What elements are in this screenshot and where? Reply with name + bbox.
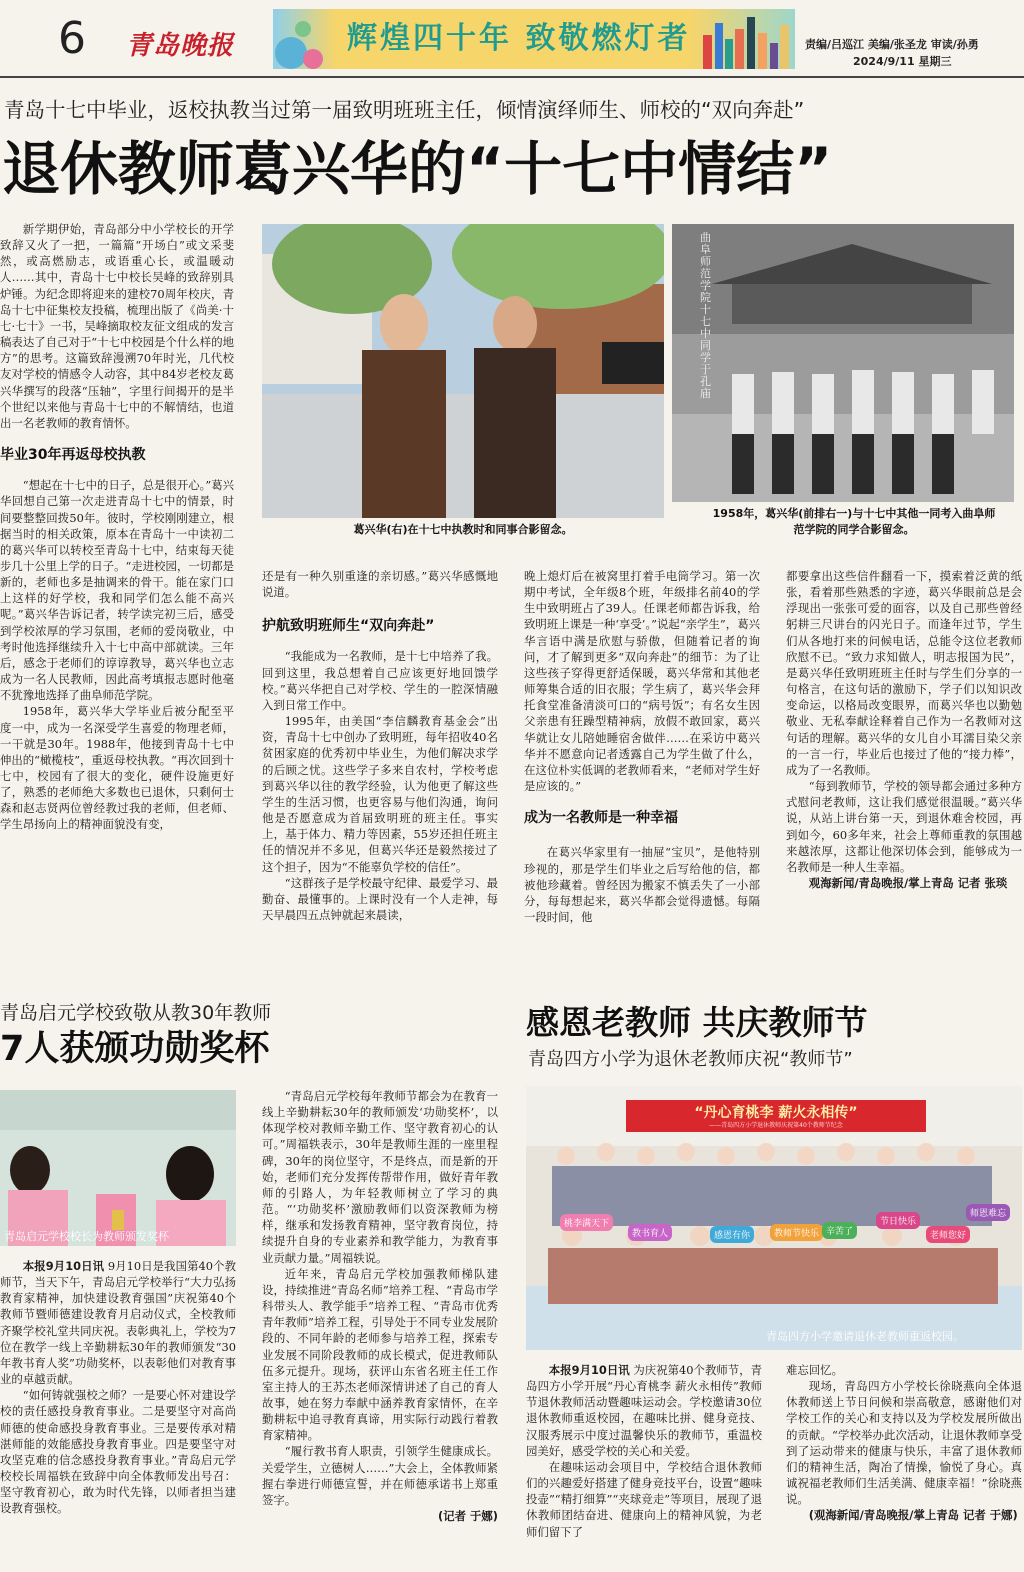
story2-col1 [0, 1258, 236, 1572]
sign-6: 老师您好 [926, 1226, 970, 1243]
story2-kicker: 青岛启元学校致敬从教30年教师 [0, 1002, 272, 1024]
sign-2: 感恩有你 [710, 1226, 754, 1243]
sign-1: 教书育人 [628, 1224, 672, 1241]
sign-3: 教师节快乐 [770, 1224, 823, 1241]
photo-teachers-image [262, 224, 664, 518]
paragraph: 新学期伊始，青岛部分中小学校长的开学致辞又火了一把，一篇篇“开场白”或文采斐然，或高燃励志，或语重心长，或温暖动人……其中，青岛十七中校长吴峰的致辞别具炉锤。为纪念即将迎来的建校70周年校庆，青岛十七中征集校友投稿，梳理出版了《尚美·十七·七十》一书，吴峰摘取校友征文组成的发言稿表达了自己对于“十七中校园是个什么样的地方”的思考。这篇致辞漫溯70年时光，几代校友对学校的情感令人动容，其中84岁老校友葛兴华撰写的段落“压轴”，字里行间揭开的是半个世纪以来他与青岛十七中的不解情结，也道出一名老教师的教育情怀。 [0, 222, 234, 430]
byline: 观海新闻/青岛晚报/掌上青岛 记者 张琰 [808, 875, 1008, 890]
photo-banner-slogan: “丹心育桃李 薪火永相传” [694, 1105, 858, 1121]
paragraph: “我能成为一名教师，是十七中培养了我。回到这里，我总想着自己应该更好地回馈学校。”葛兴华把自己对学校、学生的一腔深情融入到日常工作中。 [262, 649, 498, 712]
paragraph: 都要拿出这些信件翻看一下，摸索着泛黄的纸张，看着那些熟悉的字迹，葛兴华眼前总是会浮现出一张张可爱的面容，以及自己那些曾经躬耕三尺讲台的闪光日子。而逢年过节，学生们从各地打来的问候电话，总能令这位老教师欣慰不已。“致力求知做人，明志报国为民”，是葛兴华任致明班班主任时与学生们分享的一句格言，在这句话的激励下，学子们以知识改变命运，以格局改变眼界，而葛兴华也以勤勉敬业、无私奉献诠释着自己作为一名教师对这句话的理解。葛兴华的女儿自小耳濡目染父亲的一言一行，毕业后也接过了他的“接力棒”，成为了一名教师。 [786, 569, 1022, 777]
story1-headline: 退休教师葛兴华的“十七中情结” [2, 135, 833, 203]
dateline: 本报9月10日讯 [548, 1363, 630, 1377]
paragraph: “履行教书育人职责，引领学生健康成长。关爱学生，立德树人……”大会上，全体教师紧握右拳进行师德宣誓，并在师德承诺书上郑重签字。 [262, 1444, 498, 1507]
story1-col1 [0, 221, 234, 981]
photo-1958-group [672, 224, 1014, 502]
photo-award-ceremony-image [0, 1090, 236, 1246]
page-number: 6 [58, 13, 86, 64]
paragraph: 现场，青岛四方小学校长徐晓燕向全体退休教师送上节日问候和崇高敬意，感谢他们对学校工作的关心和支持以及为学校发展所做出的贡献。“学校举办此次活动，让退休教师享受到了运动带来的健康与快乐，丰富了退休教师们的精神生活，陶冶了情操，愉悦了身心。真诚祝福老教师们生活美满、健康幸福！”徐晓燕说。 [786, 1379, 1022, 1507]
paragraph [0, 1258, 236, 1387]
editors: 责编/吕巡江 美编/张圣龙 审读/孙勇 [805, 38, 979, 51]
story1-col4 [786, 568, 1022, 984]
photo-1958-group-image [672, 224, 1014, 502]
subheading: 护航致明班师生“双向奔赴” [262, 618, 435, 635]
paragraph: “这群孩子是学校最守纪律、最爱学习、最勤奋、最懂事的。上课时没有一个人走神，每天早晨四五点钟就起来晨读， [262, 875, 498, 922]
subheading: 毕业30年再返母校执教 [0, 447, 146, 464]
story1-kicker: 青岛十七中毕业，返校执教当过第一届致明班班主任，倾情演绎师生、师校的“双向奔赴” [4, 98, 805, 122]
photo-1958-inscription: 曲阜师范学院十七中同学于孔庙 [700, 231, 711, 400]
byline: (记者 于娜) [438, 1509, 498, 1524]
paragraph [526, 1362, 762, 1459]
photo-retired-caption: 青岛四方小学邀请退休老教师重返校园。 [766, 1330, 964, 1343]
story1-col2 [262, 568, 498, 984]
photo-award-caption: 青岛启元学校校长为教师颁发奖杯 [4, 1230, 169, 1243]
banner [273, 9, 795, 69]
story1-col3 [524, 568, 760, 984]
sign-0: 桃李满天下 [560, 1214, 613, 1231]
dateline: 本报9月10日讯 [22, 1259, 105, 1273]
photo-teachers [262, 224, 664, 518]
paragraph: 还是有一种久别重逢的亲切感。”葛兴华感慨地说道。 [262, 569, 498, 600]
story3-headline: 感恩老教师 共庆教师节 [526, 1003, 868, 1042]
paragraph-text: 9月10日是我国第40个教师节，当天下午，青岛启元学校举行“大力弘扬教育家精神，加快建设教育强国”庆祝第40个教师节暨师德建设教育月启动仪式，全校教师齐聚学校礼堂共同庆祝。表彰典礼上，学校为7位在教学一线上辛勤耕耘30年的教师颁发“30年教书育人奖”功勋奖杯，以表彰他们对教育事业的卓越贡献。 [0, 1259, 236, 1387]
story2-col2 [262, 1088, 498, 1572]
paragraph: “青岛启元学校每年教师节都会为在教育一线上辛勤耕耘30年的教师颁发‘功勋奖杯’，以体现学校对教师辛勤工作、坚守教育初心的认可。”周福轶表示，30年是教师生涯的一座里程碑，30年的岗位坚守，不是终点，而是新的开始，老师们充分发挥传帮带作用，做好青年教师的引路人，为年轻教师树立了学习的典范。“‘功勋奖杯’激励教师们以资深教师为榜样，继承和发扬教育精神，坚守教育岗位，持续提升自身的专业素养和教学能力，为教育事业贡献力量。”周福轶说。 [262, 1089, 498, 1265]
photo-teachers-caption: 葛兴华(右)在十七中执教时和同事合影留念。 [353, 523, 573, 536]
paragraph-text: 为庆祝第40个教师节，青岛四方小学开展“丹心育桃李 薪火永相传”教师节退休教师活动暨趣味运动会。学校邀请30位退休教师重返校园，在趣味比拼、健身竞技、汉服秀展示中度过温馨快乐的教师节，重温校园美好，感受学校的关心和关爱。 [526, 1363, 762, 1458]
paragraph: 晚上熄灯后在被窝里打着手电筒学习。第一次期中考试，全年级8个班，年级排名前40的学生中致明班占了39人。任课老师都告诉我，给致明班上课是一种‘享受’。”说起“亲学生”，葛兴华言语中满是欣慰与骄傲，但随着记者的询问，才了解到更多“双向奔赴”的细节：为了让这些孩子穿得更舒适保暖，葛兴华常和其他老师筹集合适的旧衣服；学生病了，葛兴华会拜托食堂准备清淡可口的“病号饭”；有名女生因父亲患有狂躁型精神病，放假不敢回家，葛兴华就让女儿陪她睡宿舍做伴……在采访中葛兴华并不愿意向记者透露自己为学生做了什么，在这位朴实低调的老教师看来，“老师对学生好是应该的。” [524, 569, 760, 794]
paper-name: 青岛晚报 [126, 31, 235, 61]
paragraph: “想起在十七中的日子，总是很开心。”葛兴华回想自己第一次走进青岛十七中的情景，时间要整整回拨50年。彼时，学校刚刚建立，根据当时的相关政策，原本在青岛十一中读初二的葛兴华可以转校至青岛十七中，结束每天徒步几十公里上学的日子。“走进校园，一切都是新的，老师也多是抽调来的骨干。能在家门口上这样的好学校，我和同学们怎么能不高兴呢。”葛兴华告诉记者，转学读完初三后，感受到学校浓厚的学习氛围，老师的爱岗敬业，中考时他选择继续升入十七中高中部就读。三年后，感念于老师们的谆谆教导，葛兴华也立志成为一名人民教师，因此高考填报志愿时他毫不犹豫地选择了曲阜师范学院。 [0, 478, 234, 703]
story2-headline: 7人获颁功勋奖杯 [0, 1029, 270, 1069]
paragraph: 1995年，由美国“李信麟教育基金会”出资，青岛十七中创办了致明班，每年招收40名贫困家庭的优秀初中毕业生，为他们解决求学的后顾之忧。这些学子多来自农村，学校考虑到葛兴华以往的教学经验，认为他更了解这些学生的生活习惯，也更容易与他们沟通，询问他是否愿意成为首届致明班的班主任。事实上，基于体力、精力等因素，55岁还担任班主任的情况并不多见，但葛兴华还是毅然接过了这个担子，因为“不能辜负学校的信任”。 [262, 714, 498, 874]
paragraph: “如何铸就强校之师？一是要心怀对建设学校的责任感投身教育事业。二是要坚守对高尚师德的使命感投身教育事业。三是要传承对精湛师能的效能感投身教育事业。四是要坚守对攻坚克难的信念感投身教育事业。”青岛启元学校校长周福轶在致辞中向全体教师发出号召：坚守教育初心，敢为时代先锋，以师者担当建设教育强校。 [0, 1388, 236, 1516]
date: 2024/9/11 星期三 [853, 55, 952, 68]
photo-award-ceremony [0, 1090, 236, 1246]
paragraph: 在趣味运动会项目中，学校结合退休教师们的兴趣爱好搭建了健身竞技平台，设置“趣味投壶”“精打细算”“夹球竞走”等项目，展现了退休教师团结奋进、健康向上的精神风貌，为老师们留下了 [526, 1459, 762, 1539]
byline: (观海新闻/青岛晚报/掌上青岛 记者 于娜) [808, 1508, 1018, 1523]
photo-banner-small: ——青岛四方小学退休教师庆祝第40个教师节纪念 [709, 1122, 843, 1129]
sign-5: 节日快乐 [876, 1212, 920, 1229]
banner-title: 辉煌四十年 致敬燃灯者 [347, 21, 691, 56]
story3-kicker: 青岛四方小学为退休老教师庆祝“教师节” [528, 1049, 853, 1070]
photo-1958-caption: 1958年，葛兴华(前排右一)与十七中其他一同考入曲阜师范学院的同学合影留念。 [712, 507, 996, 536]
paragraph: 近年来，青岛启元学校加强教师梯队建设，持续推进“青岛名师”培养工程、“青岛市学科带头人、教学能手”培养工程、“青岛市优秀青年教师”培养工程，引导处于不同专业发展阶段的、不同年龄的老师参与培养工程，探索专业发展不同阶段教师的成长模式，促进教师队伍多元提升。现场，获评山东省名班主任工作室主持人的王苏杰老师深情讲述了自己的育人故事，她在努力奉献中涵养教育家情怀，在辛勤耕耘中追寻教育真谛，用实际行动践行着教育家精神。 [262, 1266, 498, 1443]
sign-4: 辛苦了 [822, 1222, 857, 1239]
paragraph: 1958年，葛兴华大学毕业后被分配至平度一中，成为一名深受学生喜爱的物理老师，一干就是30年。1988年，他接到青岛十七中伸出的“橄榄枝”，重返母校执教。“再次回到十七中，校园有了很大的变化，硬件设施更好了，熟悉的老师绝大多数也已退休，只剩何士森和赵志贤两位曾经教过我的老师，但老师、学生昂扬向上的精神面貌没有变， [0, 704, 234, 832]
paragraph: 难忘回忆。 [786, 1363, 843, 1377]
masthead-rule [0, 76, 1024, 78]
subheading: 成为一名教师是一种幸福 [524, 810, 678, 827]
story3-col2 [786, 1362, 1022, 1572]
photo-retired-teachers [526, 1086, 1022, 1350]
story3-col1 [526, 1362, 762, 1572]
sign-7: 师恩难忘 [966, 1204, 1010, 1221]
paragraph: “每到教师节，学校的领导都会通过多种方式慰问老教师，这让我们感觉很温暖。”葛兴华说，从站上讲台第一天，到退休难舍校园，再到如今，60多年来，社会上尊师重教的氛围越来越浓厚，这都让他深切体会到，能够成为一名教师是一种人生幸福。 [786, 779, 1022, 874]
paragraph: 在葛兴华家里有一抽屉“宝贝”，是他特别珍视的，那是学生们毕业之后写给他的信，都被他珍藏着。曾经因为搬家不慎丢失了一小部分，每每想起来，葛兴华都会觉得遗憾。每隔一段时间，他 [524, 845, 760, 924]
